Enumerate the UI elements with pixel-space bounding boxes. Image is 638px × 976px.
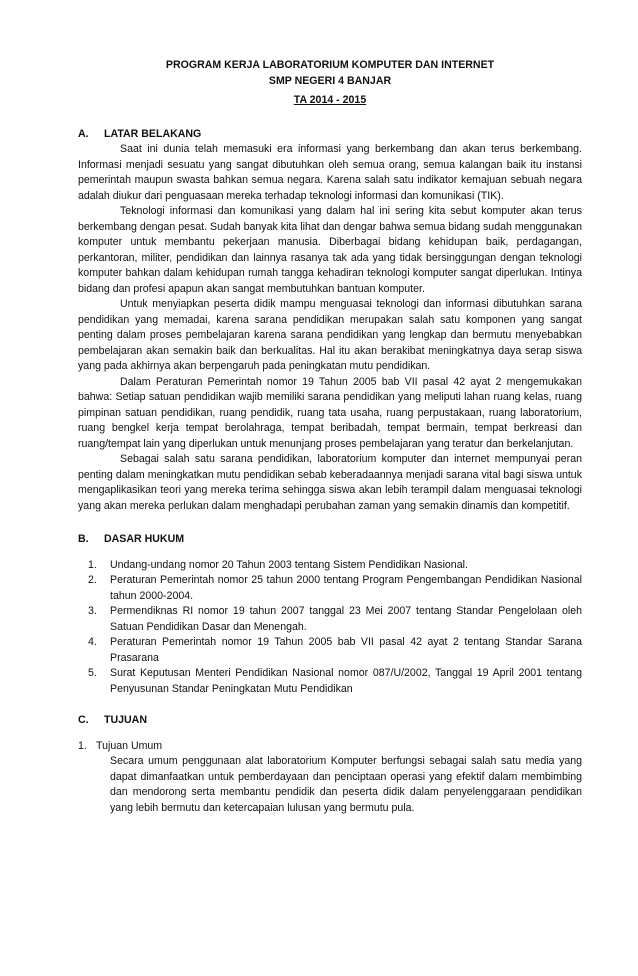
legal-basis-list	[78, 558, 582, 698]
section-a-paragraph-3: Untuk menyiapkan peserta didik mampu menguasai teknologi dan informasi dibutuhkan sarana pendidikan yang memadai, karena sarana pendidikan merupakan salah satu komponen yang sangat penting dalam proses pembelajaran karena sarana pendidikan yang lengkap dan bermutu menyebabkan pembelajaran akan semakin baik dan berkualitas. Hal itu akan berakibat meningkatnya daya serap siswa yang pada akhirnya akan berpengaruh pada peningkatan mutu pendidikan.	[78, 298, 582, 372]
section-c-heading	[78, 713, 582, 729]
section-a-paragraph-4: Dalam Peraturan Pemerintah nomor 19 Tahun 2005 bab VII pasal 42 ayat 2 mengemukakan bahwa: Setiap satuan pendidikan wajib memiliki sarana pendidikan yang meliputi lahan ruang kelas, ruang pimpinan satuan pendidikan, ruang pendidik, ruang tata usaha, ruang perpustakaan, ruang laboratorium, ruang bengkel kerja tempat berolahraga, tempat beribadah, tempat bermain, tempat berkreasi dan ruang/tempat lain yang diperlukan untuk menunjang proses pembelajaran yang teratur dan berkelanjutan.	[78, 375, 582, 450]
subsection-title: 1. Tujuan Umum	[78, 739, 163, 752]
title-line-2: SMP NEGERI 4 BANJAR	[268, 74, 392, 87]
section-b-number: B.	[78, 533, 89, 545]
section-a-paragraph-2: Teknologi informasi dan komunikasi yang dalam hal ini sering kita sebut komputer akan terus berkembang dengan pesat. Sudah banyak kita lihat dan dengar bahwa semua bidang sudah menggunakan komputer untuk membantu pekerjaan manusia. Diberbagai bidang kehidupan baik, perdagangan, perkantoran, militer, pendidikan dan lainnya rasanya tak ada yang tidak bersinggungan dengan teknologi komputer bahkan dalam kehidupan rumah tangga kehadiran teknologi komputer sangat diperlukan. Intinya bidang dan profesi apapun akan sangat membutuhkan bantuan komputer.	[78, 205, 582, 295]
list-item: 1. Undang-undang nomor 20 Tahun 2003 tentang Sistem Pendidikan Nasional.	[88, 558, 468, 571]
section-c-title: TUJUAN	[104, 714, 147, 726]
title-line-3: TA 2014 - 2015	[293, 94, 367, 106]
section-a-number: A.	[78, 127, 89, 140]
section-c-number: C.	[78, 714, 89, 726]
subsection-body: Secara umum penggunaan alat laboratorium Komputer berfungsi sebagai salah satu media yang dapat dimanfaatkan untuk pemberdayaan dan penciptaan operasi yang efektif dalam membimbing dan mendorong serta membantu pendidik dan peserta didik dalam penyelenggaraan pendidikan yang lebih bermutu dan ketercapaian lulusan yang bermutu pula.	[110, 755, 582, 814]
title-line-1: PROGRAM KERJA LABORATORIUM KOMPUTER DAN INTERNET	[165, 59, 495, 71]
section-a-paragraph-5: Sebagai salah satu sarana pendidikan, laboratorium komputer dan internet mempunyai peran penting dalam meningkatkan mutu pendidikan sebab keberadaannya menjadi sarana vital bagi siswa untuk mengaplikasikan teori yang mereka terima sehingga siswa akan lebih terampil dalam menguasai teknologi yang akan mereka perlukan dalam menghadapi perubahan zaman yang semakin dinamis dan kompetitif.	[78, 453, 582, 512]
section-b-heading	[78, 532, 582, 548]
section-a-title: LATAR BELAKANG	[104, 127, 202, 140]
section-b-title: DASAR HUKUM	[104, 533, 185, 545]
list-item: 3. Permendiknas RI nomor 19 tahun 2007 tanggal 23 Mei 2007 tentang Standar Pengelolaan oleh Satuan Pendidikan Dasar dan Menengah.	[88, 605, 582, 633]
section-a-heading	[78, 127, 582, 143]
section-a-paragraph-1: Saat ini dunia telah memasuki era informasi yang berkembang dan akan terus berkembang. Informasi menjadi sesuatu yang sangat dibutuhkan oleh semua orang, semua kalangan baik itu instansi pemerintah maupun swasta bahkan semua negara. Karena salah satu indikator kemajuan sebuah negara adalah diukur dari penguasaan mereka terhadap teknologi informasi dan komunikasi (TIK).	[78, 143, 582, 202]
document-title	[78, 58, 582, 109]
list-item: 5. Surat Keputusan Menteri Pendidikan Nasional nomor 087/U/2002, Tanggal 19 April 2001 tentang Penyusunan Standar Peningkatan Mutu Pendidikan	[88, 667, 582, 695]
list-item: 2. Peraturan Pemerintah nomor 25 tahun 2000 tentang Program Pengembangan Pendidikan Nasional tahun 2000-2004.	[88, 574, 582, 602]
subsection-general-goal	[78, 739, 582, 817]
list-item: 4. Peraturan Pemerintah nomor 19 Tahun 2005 bab VII pasal 42 ayat 2 tentang Standar Sarana Prasarana	[88, 636, 582, 664]
